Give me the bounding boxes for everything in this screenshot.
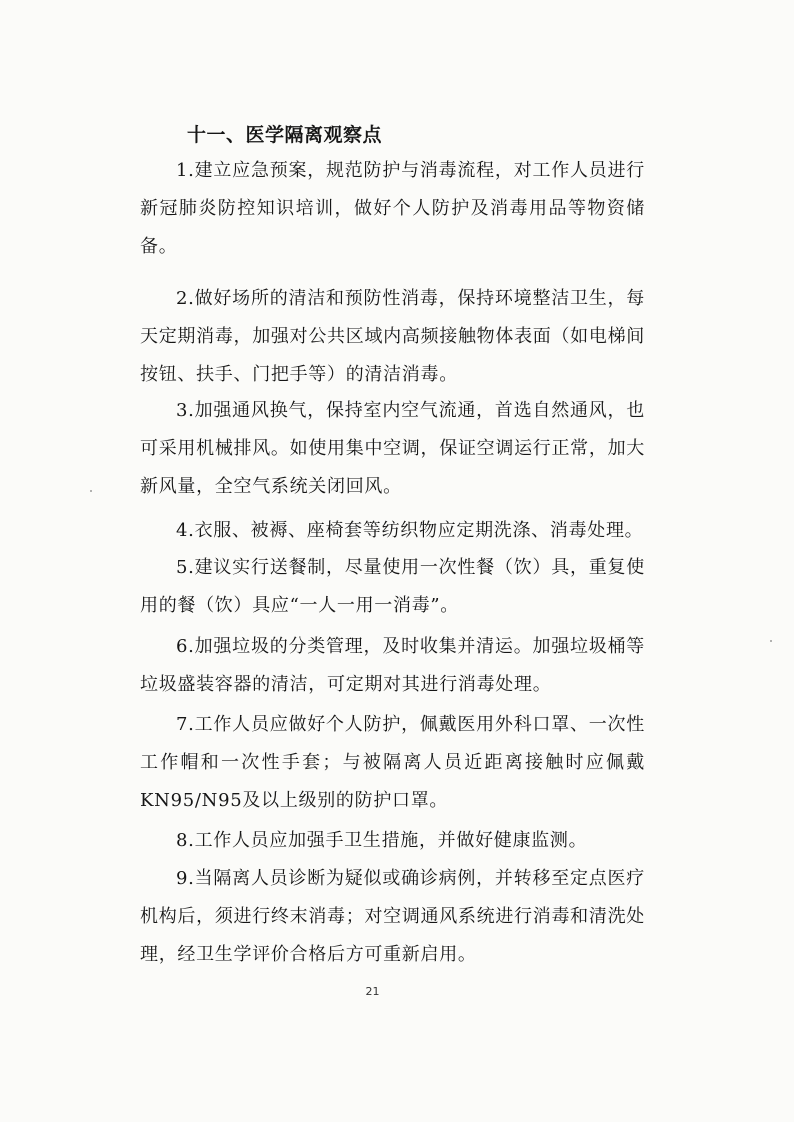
page-number: 21 [365,985,380,998]
scan-speck [90,490,92,492]
section-title: 十一、医学隔离观察点 [187,124,383,146]
paragraph-5: 5.建议实行送餐制，尽量使用一次性餐（饮）具，重复使用的餐（饮）具应“一人一用一消毒”。 [140,557,645,616]
paragraph-1: 1.建立应急预案，规范防护与消毒流程，对工作人员进行新冠肺炎防控知识培训，做好个人防护及消毒用品等物资储备。 [140,160,645,257]
paragraph-2: 2.做好场所的清洁和预防性消毒，保持环境整洁卫生，每天定期消毒，加强对公共区域内高频接触物体表面（如电梯间按钮、扶手、门把手等）的清洁消毒。 [140,288,645,385]
paragraph-7: 7.工作人员应做好个人防护，佩戴医用外科口罩、一次性工作帽和一次性手套；与被隔离人员近距离接触时应佩戴KN95/N95及以上级别的防护口罩。 [140,714,645,811]
paragraph-6: 6.加强垃圾的分类管理，及时收集并清运。加强垃圾桶等垃圾盛装容器的清洁，可定期对其进行消毒处理。 [140,636,645,695]
paragraph-4: 4.衣服、被褥、座椅套等纺织物应定期洗涤、消毒处理。 [176,520,644,541]
scan-speck [770,640,772,642]
paragraph-3: 3.加强通风换气，保持室内空气流通，首选自然通风，也可采用机械排风。如使用集中空调，保证空调运行正常，加大新风量，全空气系统关闭回风。 [140,400,645,497]
paragraph-9: 9.当隔离人员诊断为疑似或确诊病例，并转移至定点医疗机构后，须进行终末消毒；对空调通风系统进行消毒和清洗处理，经卫生学评价合格后方可重新启用。 [140,868,645,965]
paragraph-8: 8.工作人员应加强手卫生措施，并做好健康监测。 [176,830,588,851]
